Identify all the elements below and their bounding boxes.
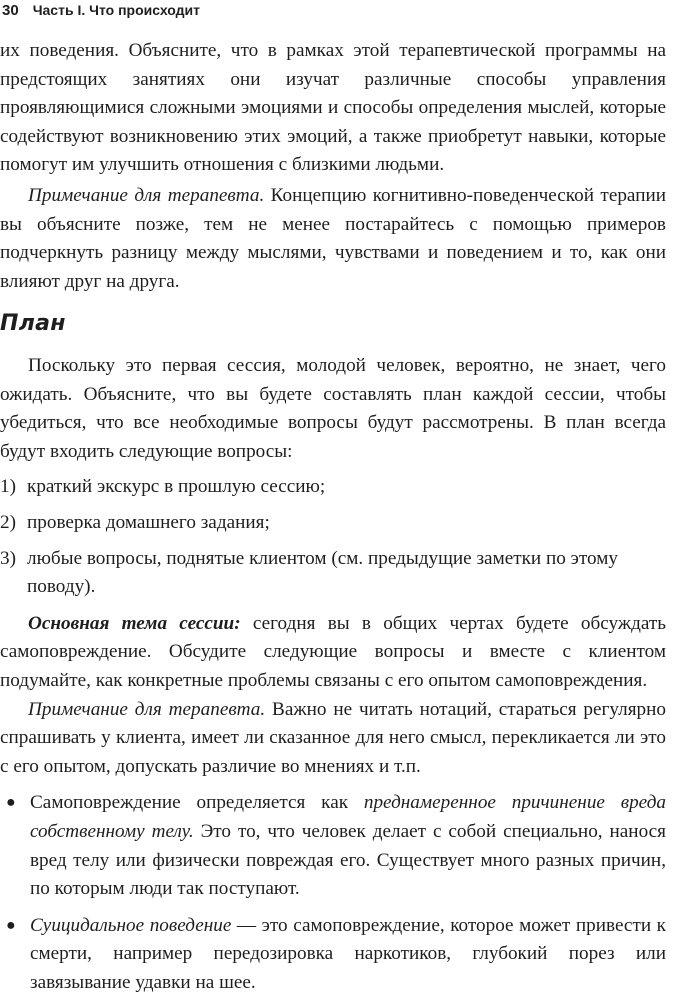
bullet-icon: ●	[6, 794, 16, 812]
list-number: 3)	[0, 547, 16, 569]
bullet-emphasis: преднамеренное причинение вреда собственному телу.	[30, 792, 666, 842]
therapist-note-1	[0, 182, 666, 296]
therapist-note-2	[0, 696, 666, 782]
bullet-text: Суицидальное поведение — это самоповреждение, которое может привести к смерти, например передозировка наркотиков, глубокий порез или завязывание удавки на шее.	[30, 914, 666, 993]
section-heading-plan: План	[0, 311, 66, 336]
bullet-emphasis: Суицидальное поведение	[30, 914, 232, 936]
text-block-top	[0, 37, 666, 296]
list-text: любые вопросы, поднятые клиентом (см. предыдущие заметки по этому поводу).	[27, 547, 618, 598]
bullet-icon: ●	[6, 916, 16, 934]
text-block-plan	[0, 352, 666, 997]
paragraph-continuation: их поведения. Объясните, что в рамках этой терапевтической программы на предстоящих занятиях они изучат различные способы управления проявляющимися сложными эмоциями и способы определения мыслей, которые содействуют возникновению этих эмоций, а также приобретут навыки, которые помогут им улучшить отношения с близкими людьми.	[0, 40, 666, 176]
main-topic-label: Основная тема сессии:	[28, 612, 241, 634]
list-number: 2)	[0, 511, 16, 533]
running-title: Часть I. Что происходит	[32, 2, 200, 18]
list-text: краткий экскурс в прошлую сессию;	[27, 476, 326, 498]
note-label: Примечание для терапевта.	[28, 184, 265, 206]
note-text: Концепцию когнитивно-поведенческой терапии вы объясните позже, тем не менее постарайтесь с помощью примеров подчеркнуть разницу между мыслями, чувствами и поведением и то, как они влияют друг на друга.	[0, 184, 666, 292]
bullet-item	[0, 789, 666, 903]
list-item	[0, 545, 666, 602]
plan-intro: Поскольку это первая сессия, молодой человек, вероятно, не знает, чего ожидать. Объясните, что вы будете составлять план каждой сессии, чтобы убедиться, что все необходимые вопросы будут рассмотрены. В план всегда будут входить следующие вопросы:	[0, 355, 666, 462]
bullet-item	[0, 912, 666, 998]
page-number: 30	[2, 2, 19, 19]
note-label: Примечание для терапевта.	[28, 698, 266, 720]
main-topic-text: сегодня вы в общих чертах будете обсуждать самоповреждение. Обсудите следующие вопросы и вместе с клиентом подумайте, как конкретные проблемы связаны с его опытом самоповреждения.	[0, 612, 667, 691]
list-number: 1)	[0, 476, 16, 498]
main-topic-paragraph	[0, 610, 666, 696]
running-head	[2, 0, 200, 22]
note-text: Важно не читать нотаций, стараться регулярно спрашивать у клиента, имеет ли сказанное для него смысл, перекликается ли это с его опытом, допускать различие во мнениях и т.п.	[0, 698, 666, 777]
bullet-text: Самоповреждение определяется как преднамеренное причинение вреда собственному телу. Это то, что человек делает с собой специально, нанося вред телу или физически повреждая его. Существует много разных причин, по которым люди так поступают.	[30, 792, 666, 900]
list-item	[0, 509, 666, 538]
list-text: проверка домашнего задания;	[27, 511, 270, 533]
list-item	[0, 473, 666, 502]
